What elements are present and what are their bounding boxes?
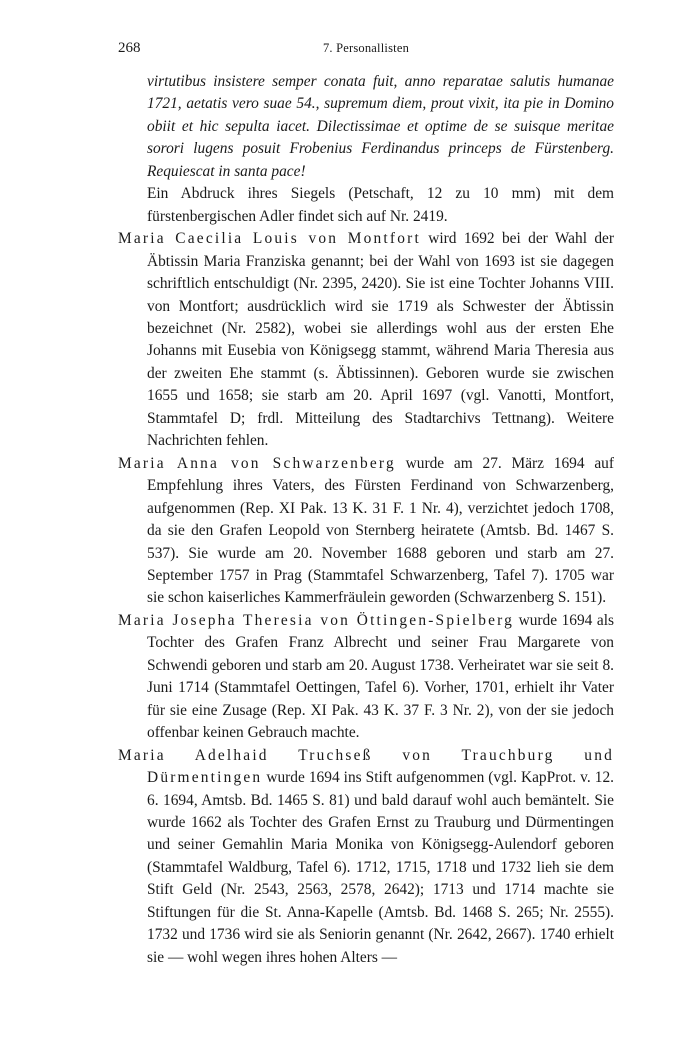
entry-maria-caecilia [118,228,614,453]
entry-name: Maria Adelhaid Truchseß von Trauchburg und Dürmentingen [118,746,614,787]
running-title: 7. Personallisten [322,41,410,55]
latin-epitaph-continuation: virtutibus insistere semper conata fuit, anno reparatae salutis humanae 1721, aetatis vero suae 54., supremum diem, prout vixit, ita pie in Domino obiit et hic sepulta iacet. Dilectissimae et optime de se suisque meritae sorori lugens posuit Frobenius Ferdinandus princeps de Fürstenberg. Requiescat in santa pace! [147,73,614,180]
entry-maria-adelhaid [118,745,614,970]
entry-maria-josepha-theresia [118,610,614,745]
page-number: 268 [118,40,141,56]
body-text [118,71,614,969]
entry-name: Maria Josepha Theresia von Öttingen-Spielberg [118,611,515,629]
entry-name: Maria Anna von Schwarzenberg [118,454,396,472]
entry-name: Maria Caecilia Louis von Montfort [118,230,421,248]
seal-note-paragraph: Ein Abdruck ihres Siegels (Petschaft, 12 zu 10 mm) mit dem fürstenbergischen Adler findet sich auf Nr. 2419. [147,185,614,225]
entry-text: wird 1692 bei der Wahl der Äbtissin Maria Franziska genannt; bei der Wahl von 1693 ist sie dagegen schriftlich entschuldigt (Nr. 2395, 2420). Sie ist eine Tochter Johanns VIII. von Montfort; ausdrücklich wird sie 1719 als Schwester der Äbtissin bezeichnet (Nr. 2582), wobei sie allerdings wohl aus der ersten Ehe Johanns mit Eusebia von Königsegg stammt, während Maria Theresia aus der zweiten Ehe stammt (s. Äbtissinnen). Geboren wurde sie zwischen 1655 und 1658; sie starb am 20. April 1697 (vgl. Vanotti, Montfort, Stammtafel D; frdl. Mitteilung des Stadtarchivs Tettnang). Weitere Nachrichten fehlen. [147,230,614,450]
entry-text: wurde am 27. März 1694 auf Empfehlung ihres Vaters, des Fürsten Ferdinand von Schwarzenberg, aufgenommen (Rep. XI Pak. 13 K. 31 F. 1 Nr. 4), verzichtet jedoch 1708, da sie den Grafen Leopold von Sternberg heiratete (Amtsb. Bd. 1467 S. 537). Sie wurde am 20. November 1688 geboren und starb am 27. September 1757 in Prag (Stammtafel Schwarzenberg, Tafel 7). 1705 war sie schon kaiserliches Kammerfräulein geworden (Schwarzenberg S. 151). [147,454,615,607]
page-header [118,40,614,60]
entry-maria-anna [118,453,614,610]
entry-text: wurde 1694 als Tochter des Grafen Franz Albrecht und seiner Frau Margarete von Schwendi geboren und starb am 20. August 1738. Verheiratet war sie seit 8. Juni 1714 (Stammtafel Oettingen, Tafel 6). Vorher, 1701, erhielt ihr Vater für sie eine Zusage (Rep. XI Pak. 43 K. 37 F. 3 Nr. 2), von der sie jedoch offenbar keinen Gebrauch machte. [147,611,614,742]
entry-text: wurde 1694 ins Stift aufgenommen (vgl. KapProt. v. 12. 6. 1694, Amtsb. Bd. 1465 S. 81) und bald darauf wohl auch bemäntelt. Sie wurde 1662 als Tochter des Grafen Ernst zu Trauburg und Dürmentingen und seiner Gemahlin Maria Monika von Königsegg-Aulendorf geboren (Stammtafel Waldburg, Tafel 6). 1712, 1715, 1718 und 1732 lieh sie dem Stift Geld (Nr. 2543, 2563, 2578, 2642); 1713 und 1714 machte sie Stiftungen für die St. Anna-Kapelle (Amtsb. Bd. 1468 S. 265; Nr. 2555). 1732 und 1736 wird sie als Seniorin genannt (Nr. 2642, 2667). 1740 erhielt sie — wohl wegen ihres hohen Alters — [147,769,614,966]
